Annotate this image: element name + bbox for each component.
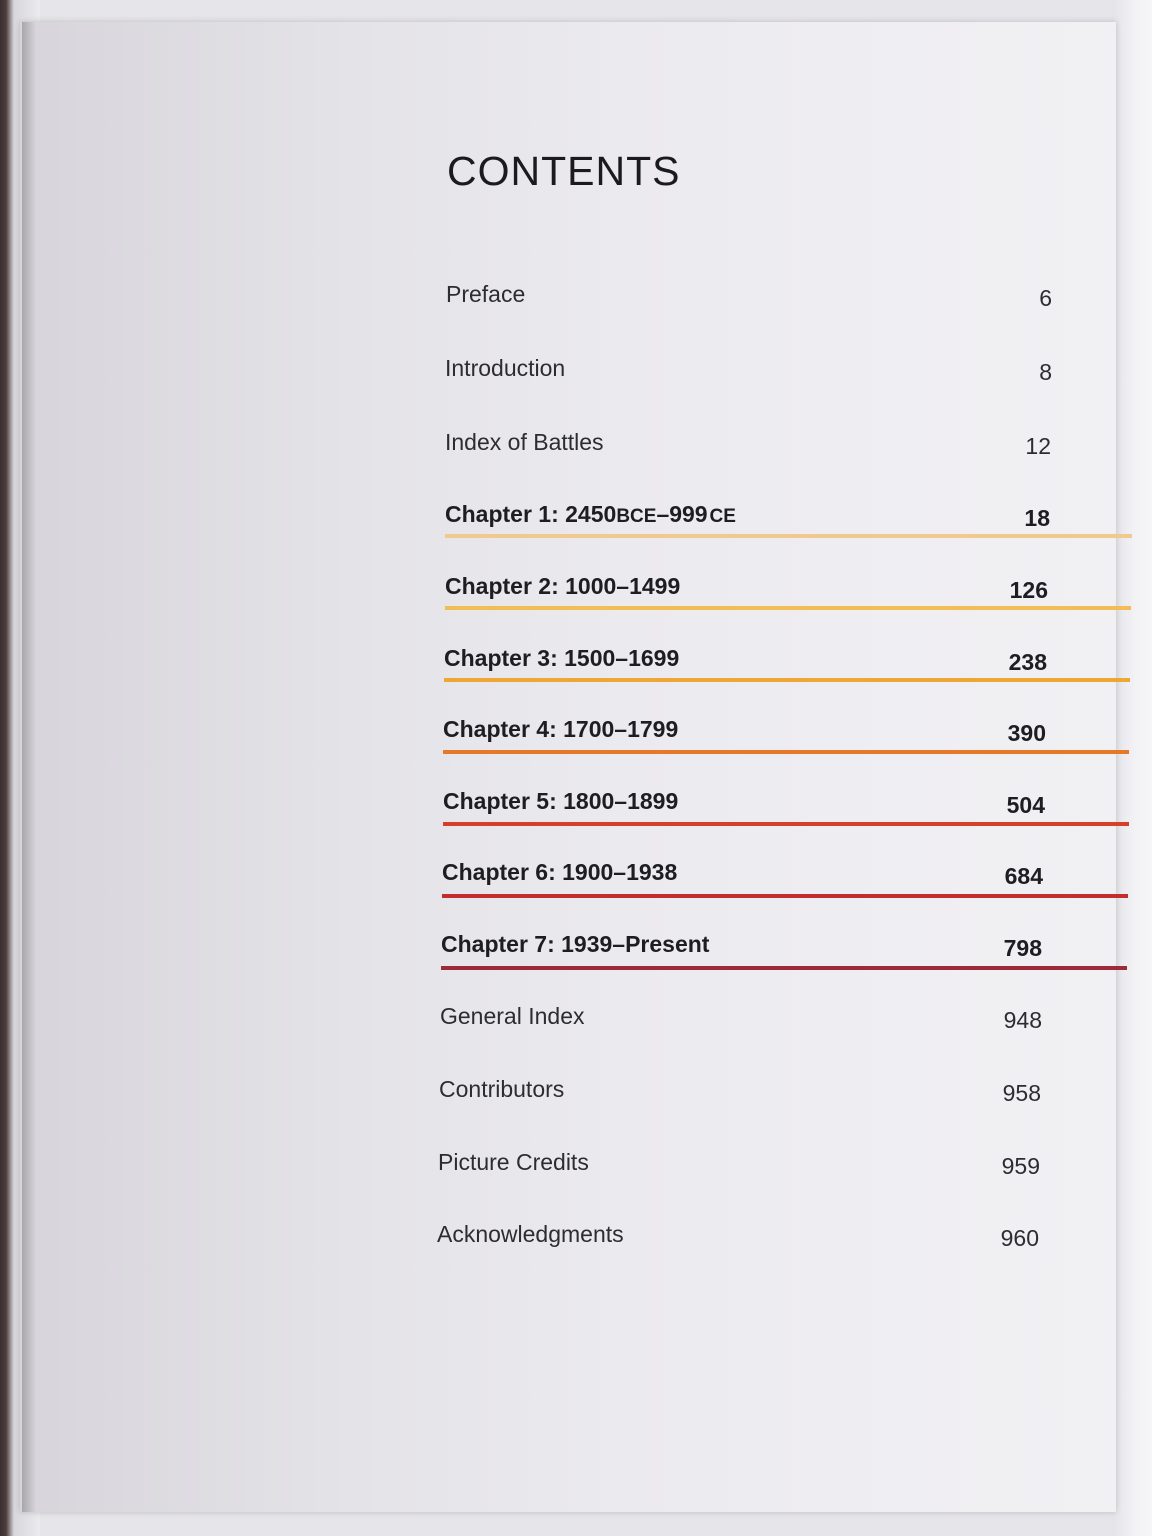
toc-entry-chapter-6: [442, 850, 1128, 890]
page-title: CONTENTS: [447, 148, 681, 194]
chapter-5-rule: [443, 822, 1129, 826]
toc-entry-page: 126: [1009, 577, 1048, 603]
toc-entry-label: General Index: [440, 1003, 585, 1029]
chapter-1-label-ce: CE: [709, 506, 736, 527]
background-right: [1112, 0, 1152, 1536]
toc-entry-general-index: [440, 994, 1045, 1034]
toc-entry-preface: [446, 272, 1056, 312]
toc-entry-contributors: [439, 1067, 1044, 1107]
chapter-1-label-bce: BCE: [616, 506, 657, 527]
toc-entry-page: 948: [1003, 1007, 1042, 1033]
toc-entry-index-of-battles: [445, 420, 1055, 460]
page-gutter-shadow: [22, 22, 36, 1512]
chapter-7-rule: [441, 966, 1127, 970]
chapter-1-label-prefix: Chapter 1: 2450: [445, 501, 617, 527]
toc-entry-page: 959: [1001, 1153, 1040, 1179]
toc-entry-label: Chapter 7: 1939–Present: [441, 931, 710, 957]
toc-entry-page: 18: [1024, 505, 1050, 531]
toc-entry-label: Introduction: [445, 355, 566, 381]
chapter-6-rule: [442, 894, 1128, 898]
toc-entry-label: [445, 501, 736, 528]
chapter-1-label-mid: –999: [656, 501, 708, 527]
toc-entry-page: 960: [1000, 1225, 1039, 1251]
toc-entry-label: Contributors: [439, 1076, 565, 1102]
toc-entry-page: 6: [1039, 285, 1052, 311]
toc-entry-page: 390: [1007, 720, 1046, 746]
toc-entry-label: Chapter 5: 1800–1899: [443, 788, 679, 814]
toc-entry-page: 958: [1002, 1080, 1041, 1106]
toc-entry-page: 504: [1006, 792, 1045, 818]
toc-entry-page: 12: [1025, 433, 1051, 459]
toc-entry-page: 238: [1008, 649, 1047, 675]
toc-entry-chapter-1: [445, 492, 1132, 532]
toc-entry-picture-credits: [438, 1140, 1043, 1180]
toc-entry-chapter-7: [441, 922, 1127, 962]
toc-entry-page: 798: [1003, 935, 1042, 961]
toc-entry-chapter-4: [443, 707, 1129, 747]
toc-entry-label: Preface: [446, 281, 526, 307]
toc-entry-label: Chapter 3: 1500–1699: [444, 645, 680, 671]
toc-entry-label: Chapter 4: 1700–1799: [443, 716, 679, 742]
toc-entry-label: Acknowledgments: [437, 1221, 624, 1247]
toc-entry-chapter-5: [443, 779, 1129, 819]
toc-entry-acknowledgments: [437, 1212, 1042, 1252]
toc-entry-introduction: [445, 346, 1055, 386]
toc-entry-chapter-3: [444, 636, 1130, 676]
toc-entry-page: 8: [1039, 359, 1052, 385]
toc-entry-chapter-2: [445, 564, 1131, 604]
toc-entry-label: Chapter 6: 1900–1938: [442, 859, 678, 885]
chapter-1-rule: [445, 534, 1132, 538]
chapter-3-rule: [444, 678, 1130, 682]
toc-entry-page: 684: [1004, 863, 1043, 889]
chapter-4-rule: [443, 750, 1129, 754]
toc-entry-label: Index of Battles: [445, 429, 604, 455]
toc-entry-label: Picture Credits: [438, 1149, 589, 1175]
toc-entry-label: Chapter 2: 1000–1499: [445, 573, 681, 599]
chapter-2-rule: [445, 606, 1131, 610]
book-page: [20, 22, 1116, 1512]
